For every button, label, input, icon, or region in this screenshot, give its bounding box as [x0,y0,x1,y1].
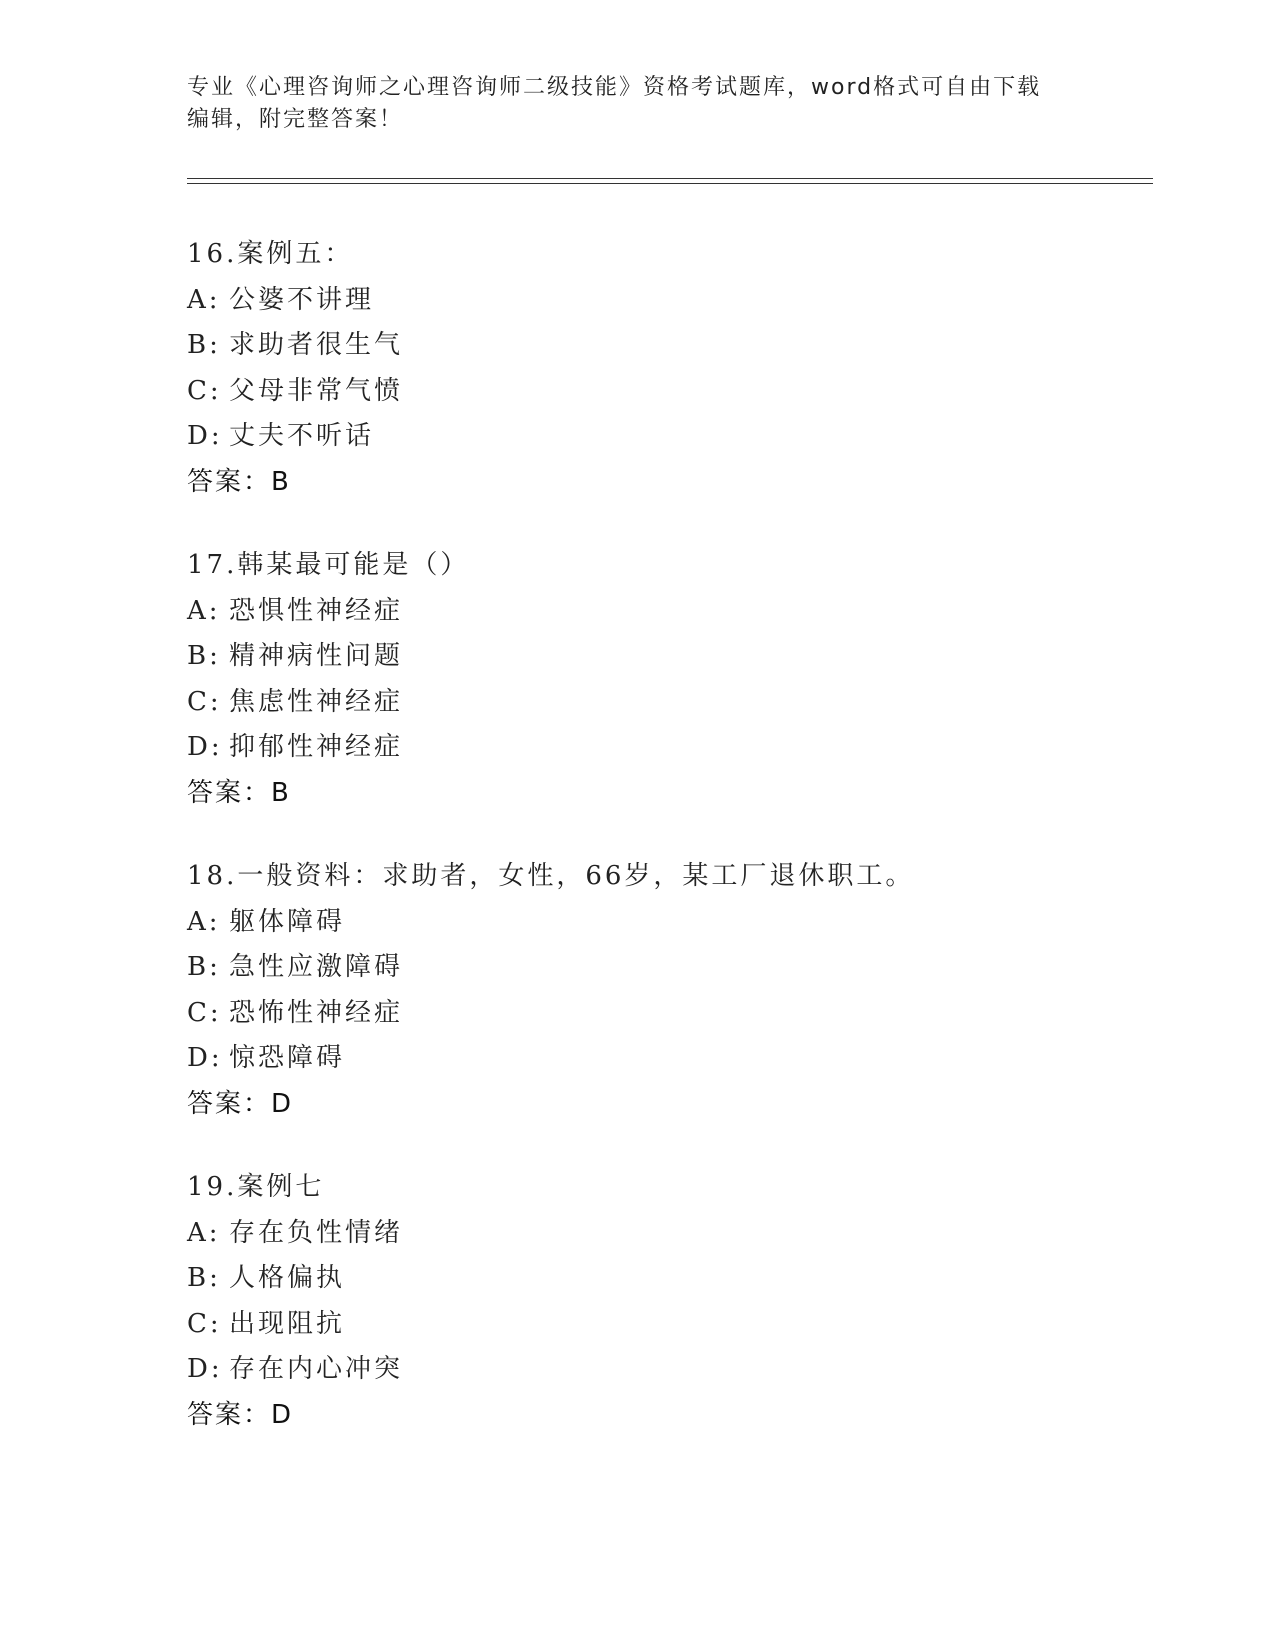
option-b [187,634,1153,680]
option-key: C: [187,997,222,1028]
header-line-2: 编辑，附完整答案！ [187,107,404,132]
answer: 答案：D [187,1399,294,1430]
option-text: 抑郁性神经症 [229,732,404,762]
option-key: D: [187,1354,223,1384]
document-header [187,72,1087,136]
header-divider-bottom [187,183,1153,184]
option-key: D: [187,1043,223,1073]
option-d [187,1036,1153,1082]
question-18 [187,854,1153,1127]
option-text: 精神病性问题 [229,641,404,671]
option-b [187,323,1153,369]
option-text: 恐怖性神经症 [229,997,404,1028]
option-text: 求助者很生气 [229,330,404,360]
question-16 [187,232,1153,505]
header-divider-top [187,178,1153,179]
answer: 答案：D [187,1088,294,1119]
option-c [187,1302,1153,1348]
option-text: 父母非常气愤 [229,375,404,406]
option-c [187,991,1153,1037]
option-key: D: [187,421,223,451]
option-key: A: [187,284,221,315]
option-key: C: [187,1308,222,1339]
option-text: 存在内心冲突 [229,1354,404,1384]
answer: 答案：B [187,777,291,808]
option-text: 人格偏执 [229,1263,346,1293]
question-stem: 16.案例五： [187,239,354,269]
option-b [187,1256,1153,1302]
option-a [187,1211,1153,1257]
option-a [187,278,1153,324]
option-text: 惊恐障碍 [229,1043,346,1073]
answer: 答案：B [187,466,291,497]
question-stem: 19.案例七 [187,1172,325,1202]
option-key: B: [187,330,221,360]
header-line-1: 专业《心理咨询师之心理咨询师二级技能》资格考试题库，word格式可自由下载 [187,75,1042,100]
option-key: D: [187,732,223,762]
option-key: C: [187,375,222,406]
option-d [187,414,1153,460]
question-stem: 18.一般资料：求助者，女性，66岁，某工厂退休职工。 [187,861,915,891]
question-list [187,232,1153,1476]
option-d [187,1347,1153,1393]
question-17 [187,543,1153,816]
option-text: 急性应激障碍 [229,952,404,982]
option-c [187,680,1153,726]
option-a [187,589,1153,635]
question-19 [187,1165,1153,1438]
option-text: 焦虑性神经症 [229,686,404,717]
option-key: A: [187,595,221,626]
option-key: B: [187,1263,221,1293]
option-d [187,725,1153,771]
option-text: 恐惧性神经症 [229,595,404,626]
option-text: 躯体障碍 [229,906,346,937]
option-text: 出现阻抗 [229,1308,346,1339]
option-b [187,945,1153,991]
option-text: 存在负性情绪 [229,1217,404,1248]
option-key: A: [187,906,221,937]
option-key: A: [187,1217,221,1248]
question-stem: 17.韩某最可能是（） [187,550,470,580]
option-key: B: [187,641,221,671]
option-c [187,369,1153,415]
option-text: 公婆不讲理 [229,284,375,315]
option-key: B: [187,952,221,982]
option-text: 丈夫不听话 [229,421,375,451]
option-a [187,900,1153,946]
option-key: C: [187,686,222,717]
